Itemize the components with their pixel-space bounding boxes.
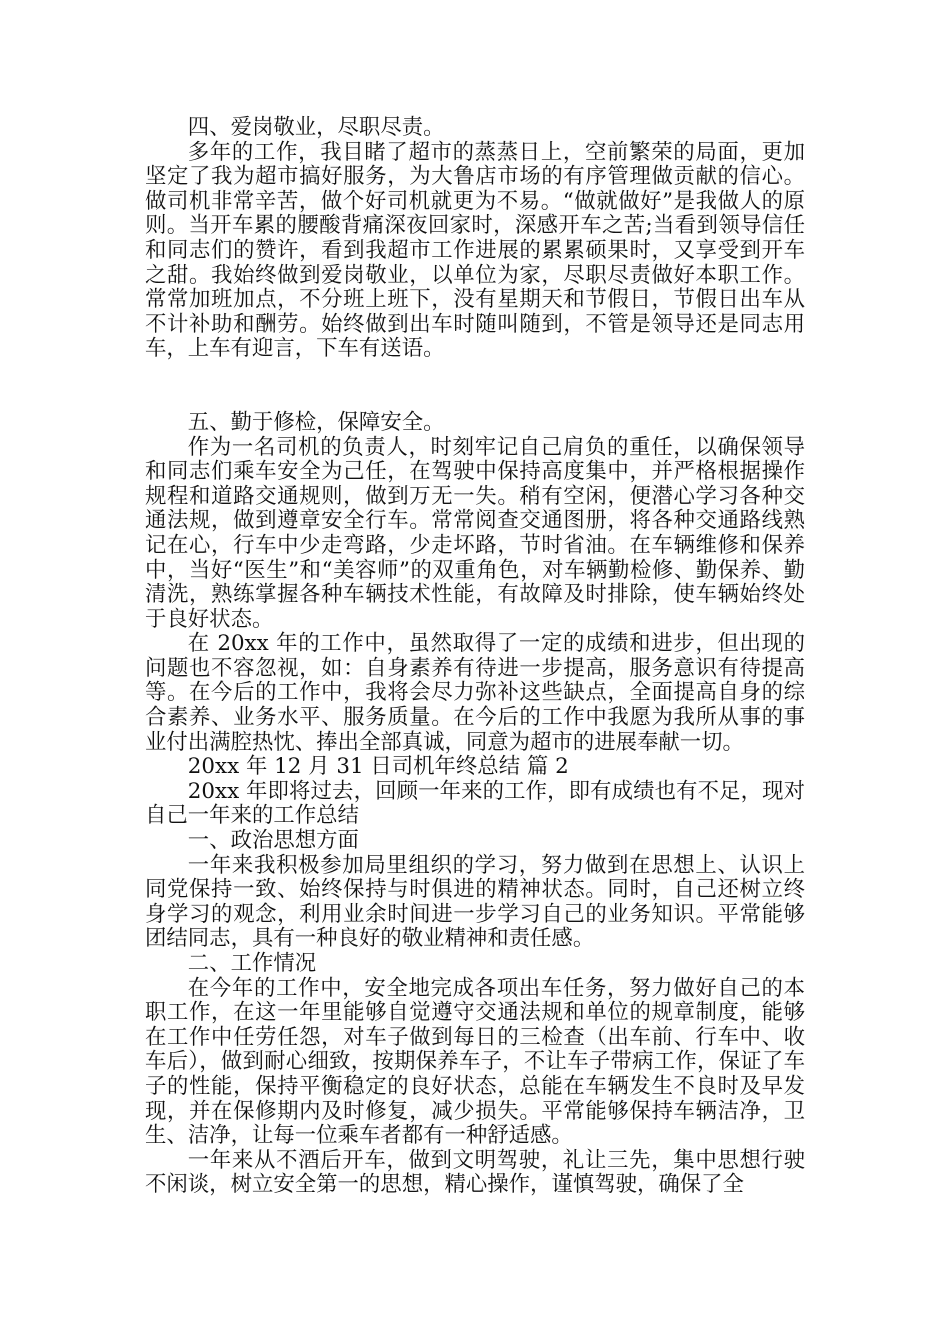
section-heading-5: 五、勤于修检，保障安全。 (187, 409, 445, 435)
paragraph: 一年来从不酒后开车，做到文明驾驶，礼让三先，集中思想行驶不闲谈，树立安全第一的思想，精心操作，谨慎驾驶，确保了全 (145, 1147, 805, 1198)
document-page (145, 116, 805, 1198)
section-heading-4: 四、爱岗敬业，尽职尽责。 (187, 115, 445, 140)
paragraph: 多年的工作，我目睹了超市的蒸蒸日上，空前繁荣的局面，更加坚定了我为超市搞好服务，为大鲁店市场的有序管理做贡献的信心。做司机非常辛苦，做个好司机就更为不易。“做就做好”是我做人的原则。当开车累的腰酸背痛深夜回家时，深感开车之苦;当看到领导信任和同志们的赞许，看到我超市工作进展的累累硕果时，又享受到开车之甜。我始终做到爱岗敬业，以单位为家，尽职尽责做好本职工作。常常加班加点，不分班上班下，没有星期天和节假日，节假日出车从不计补助和酬劳。始终做到出车时随叫随到，不管是领导还是同志用车，上车有迎言，下车有送语。 (145, 139, 805, 362)
paragraph: 在今年的工作中，安全地完成各项出车任务，努力做好自己的本职工作，在这一年里能够自觉遵守交通法规和单位的规章制度，能够在工作中任劳任怨，对车子做到每日的三检查（出车前、行车中、收车后），做到耐心细致，按期保养车子，不让车子带病工作，保证了车子的性能，保持平衡稳定的良好状态，总能在车辆发生不良时及早发现，并在保修期内及时修复，减少损失。平常能够保持车辆洁净，卫生、洁净，让每一位乘车者都有一种舒适感。 (145, 975, 805, 1149)
paragraph: 在 20xx 年的工作中，虽然取得了一定的成绩和进步，但出现的问题也不容忽视，如：自身素养有待进一步提高，服务意识有待提高等。在今后的工作中，我将会尽力弥补这些缺点，全面提高自身的综合素养、业务水平、服务质量。在今后的工作中我愿为我所从事的事业付出满腔热忱、捧出全部真诚，同意为超市的进展奉献一切。 (145, 631, 805, 755)
paragraph-gap (145, 362, 805, 411)
section-heading-1: 一、政治思想方面 (187, 828, 359, 854)
paragraph: 20xx 年即将过去，回顾一年来的工作，即有成绩也有不足，现对自己一年来的工作总结 (145, 778, 805, 829)
article-title: 20xx 年 12 月 31 日司机年终总结 篇 2 (187, 754, 569, 780)
paragraph: 作为一名司机的负责人，时刻牢记自己肩负的重任，以确保领导和同志们乘车安全为己任，在驾驶中保持高度集中，并严格根据操作规程和道路交通规则，做到万无一失。稍有空闲，便潜心学习各种交通法规，做到遵章安全行车。常常阅查交通图册，将各种交通路线熟记在心，行车中少走弯路，少走坏路，节时省油。在车辆维修和保养中，当好“医生”和“美容师”的双重角色，对车辆勤检修、勤保养、勤清洗，熟练掌握各种车辆技术性能，有故障及时排除，使车辆始终处于良好状态。 (145, 434, 805, 632)
paragraph: 一年来我积极参加局里组织的学习，努力做到在思想上、认识上同党保持一致、始终保持与时俱进的精神状态。同时，自己还树立终身学习的观念，利用业余时间进一步学习自己的业务知识。平常能够团结同志，具有一种良好的敬业精神和责任感。 (145, 852, 805, 952)
section-heading-2: 二、工作情况 (187, 951, 317, 976)
